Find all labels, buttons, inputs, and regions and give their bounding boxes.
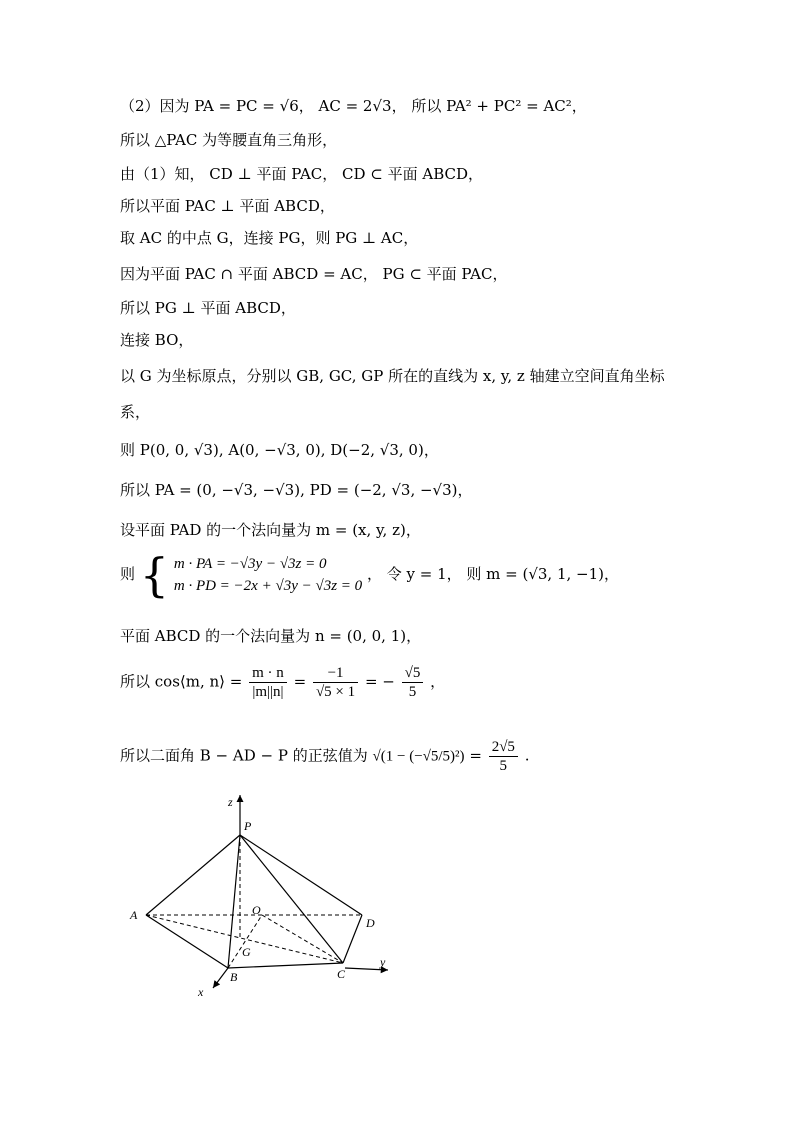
edge-BC — [228, 963, 343, 968]
system-brace: { — [139, 548, 170, 602]
equals-sign: = — [293, 672, 307, 691]
line-11: 则 P(0, 0, √3), A(0, −√3, 0), D(−2, √3, 0)， — [120, 441, 439, 459]
fraction-1-num: m · n — [249, 664, 287, 683]
line-5: 取 AC 的中点 G，连接 PG，则 PG ⊥ AC， — [120, 229, 419, 247]
fraction-4-den: 5 — [499, 758, 508, 774]
line-4: 所以平面 PAC ⊥ 平面 ABCD， — [120, 197, 335, 215]
label-O: O — [252, 903, 261, 917]
fraction-2-den: √5 × 1 — [315, 684, 356, 700]
equation-1: m · PA = −√3y − √3z = 0 — [173, 556, 327, 572]
fraction-1-den: |m||n| — [252, 684, 284, 700]
sqrt-expression: √(1 − (−√5/5)²) — [372, 748, 465, 765]
line-12: 所以 PA = (0, −√3, −√3), PD = (−2, √3, −√3)， — [120, 481, 473, 499]
line-9: 以 G 为坐标原点，分别以 GB, GC, GP 所在的直线为 x, y, z 轴建立空间直角坐标 — [120, 367, 665, 385]
label-z: z — [228, 795, 233, 809]
line-10: 系， — [120, 403, 151, 421]
label-D: D — [366, 916, 375, 930]
line-1: （2）因为 PA = PC = √6， AC = 2√3， 所以 PA² + PC² = AC²， — [120, 97, 587, 115]
line-14-prefix: 则 — [120, 565, 136, 583]
label-x: x — [198, 985, 204, 999]
label-G: G — [242, 945, 251, 959]
period: . — [524, 746, 530, 765]
edge-OC — [262, 915, 343, 963]
edge-PC — [240, 835, 343, 963]
label-P: P — [244, 819, 252, 833]
edge-CD — [343, 915, 362, 963]
label-C: C — [337, 967, 346, 981]
label-y: y — [380, 955, 386, 969]
line-17-prefix: 所以二面角 B − AD − P 的正弦值为 — [120, 746, 368, 765]
equals-minus-sign: = − — [364, 672, 395, 691]
fraction-2-num: −1 — [313, 664, 358, 683]
line-7: 所以 PG ⊥ 平面 ABCD， — [120, 299, 296, 317]
fraction-3-den: 5 — [408, 684, 417, 700]
fraction-4-num: 2√5 — [489, 738, 518, 757]
x-axis — [213, 968, 228, 988]
line-14-suffix: ， 令 y = 1， 则 m = (√3, 1, −1)， — [366, 565, 620, 583]
edge-BO — [228, 915, 262, 968]
fraction-3-num: √5 — [402, 664, 424, 683]
line-8: 连接 BO， — [120, 331, 194, 349]
comma: ， — [430, 672, 446, 691]
equals-sign-2: = — [469, 746, 482, 765]
line-16-prefix: 所以 cos⟨m, n⟩ = — [120, 672, 243, 691]
label-A: A — [130, 908, 138, 922]
line-6: 因为平面 PAC ∩ 平面 ABCD = AC， PG ⊂ 平面 PAC， — [120, 265, 508, 283]
equation-2: m · PD = −2x + √3y − √3z = 0 — [173, 578, 363, 594]
label-B: B — [230, 970, 238, 984]
line-13: 设平面 PAD 的一个法向量为 m = (x, y, z)， — [120, 521, 421, 539]
line-2: 所以 △PAC 为等腰直角三角形， — [120, 131, 338, 149]
line-15: 平面 ABCD 的一个法向量为 n = (0, 0, 1)， — [120, 627, 422, 645]
edge-PA — [146, 835, 240, 915]
edge-PB — [228, 835, 240, 968]
line-3: 由（1）知， CD ⊥ 平面 PAC， CD ⊂ 平面 ABCD， — [120, 165, 484, 183]
edge-AB — [146, 915, 228, 968]
